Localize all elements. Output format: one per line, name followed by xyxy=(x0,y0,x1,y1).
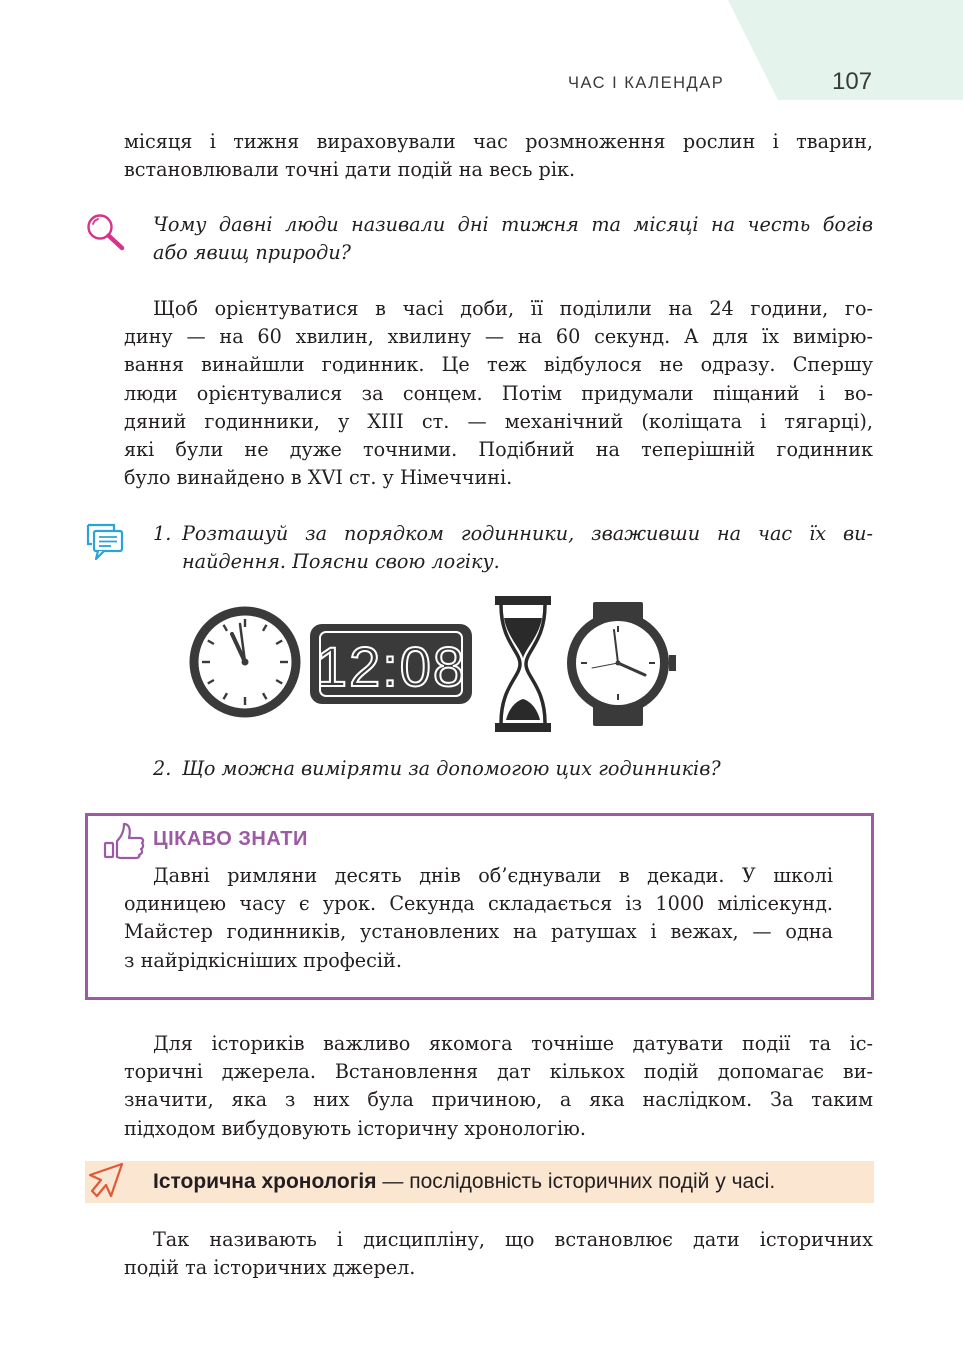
wristwatch-icon xyxy=(567,602,676,726)
task-1 xyxy=(153,520,873,576)
text-line: Майстер годинників, установлених на ратушах і вежах, — одна xyxy=(124,920,833,944)
text-line: дину — на 60 хвилин, хвилину — на 60 секунд. А для їх вимірю- xyxy=(124,325,873,349)
magnifier-icon xyxy=(84,211,126,251)
pointer-icon xyxy=(86,1161,128,1201)
wall-clock-icon xyxy=(194,611,296,713)
fact-box-text xyxy=(124,862,833,975)
text-line: було винайдено в XVI ст. у Німеччині. xyxy=(124,466,513,490)
text-line: люди орієнтувалися за сонцем. Потім придумали піщаний і во- xyxy=(124,381,873,405)
discussion-icon xyxy=(84,522,126,562)
fact-box-title: ЦІКАВО ЗНАТИ xyxy=(153,828,308,850)
text-line: які були не дуже точними. Подібний на теперішній годинник xyxy=(124,438,873,462)
closing-paragraph xyxy=(124,1226,873,1282)
text-line: дяний годинники, у XIII ст. — механічний (коліщата і тягарці), xyxy=(124,409,873,433)
task-number: 2. xyxy=(153,757,172,780)
text-line: торичні джерела. Встановлення дат кількох подій допомагає ви- xyxy=(124,1060,873,1084)
text-line: Так називають і дисципліну, що встановлює дати історичних xyxy=(153,1228,873,1251)
text-line: місяця і тижня вираховували час розмноження рослин і тварин, xyxy=(124,130,873,153)
page-number: 107 xyxy=(832,68,873,95)
thumbs-up-icon xyxy=(103,821,147,861)
text-line: або явищ природи? xyxy=(153,241,351,265)
text-line: Що можна виміряти за допомогою цих годинників? xyxy=(182,757,721,780)
task-number: 1. xyxy=(153,522,172,545)
intro-paragraph xyxy=(124,128,873,184)
question-text xyxy=(153,211,873,267)
task-2 xyxy=(153,755,873,783)
digital-clock-display: 12:08 xyxy=(315,635,467,698)
text-line: подій та історичних джерел. xyxy=(124,1256,416,1280)
text-line: Давні римляни десять днів об’єднували в декади. У школі xyxy=(153,864,833,887)
text-line: одиницею часу є урок. Секунда складається із 1000 мілісекунд. xyxy=(124,892,833,916)
text-line: підходом вибудовують історичну хронологію. xyxy=(124,1116,586,1140)
running-header: ЧАС І КАЛЕНДАР xyxy=(568,74,725,92)
text-line: з найрідкісніших професій. xyxy=(124,948,402,972)
text-line: значити, яка з них була причиною, а яка наслідком. За таким xyxy=(124,1088,873,1112)
text-line: Розташуй за порядком годинники, зваживши на час їх ви- xyxy=(182,522,873,545)
digital-clock-icon xyxy=(310,624,472,704)
hourglass-icon xyxy=(495,596,551,732)
text-line: Щоб орієнтуватися в часі доби, її поділили на 24 години, го- xyxy=(153,297,873,320)
text-line: Чому давні люди називали дні тижня та місяці на честь богів xyxy=(153,213,873,236)
text-line: встановлювали точні дати подій на весь рік. xyxy=(124,158,576,182)
clock-history-paragraph xyxy=(124,295,873,492)
clocks-illustration xyxy=(186,596,676,733)
historians-paragraph xyxy=(124,1030,873,1143)
text-line: вання винайшли годинник. Це теж відбулося не одразу. Спершу xyxy=(124,353,873,377)
text-line: Для істориків важливо якомога точніше датувати події та іс- xyxy=(153,1032,873,1055)
definition-body: — послідовність історичних подій у часі. xyxy=(376,1170,776,1193)
definition-text xyxy=(153,1170,775,1194)
definition-term: Історична хронологія xyxy=(153,1170,377,1193)
text-line: найдення. Поясни свою логіку. xyxy=(182,550,500,574)
